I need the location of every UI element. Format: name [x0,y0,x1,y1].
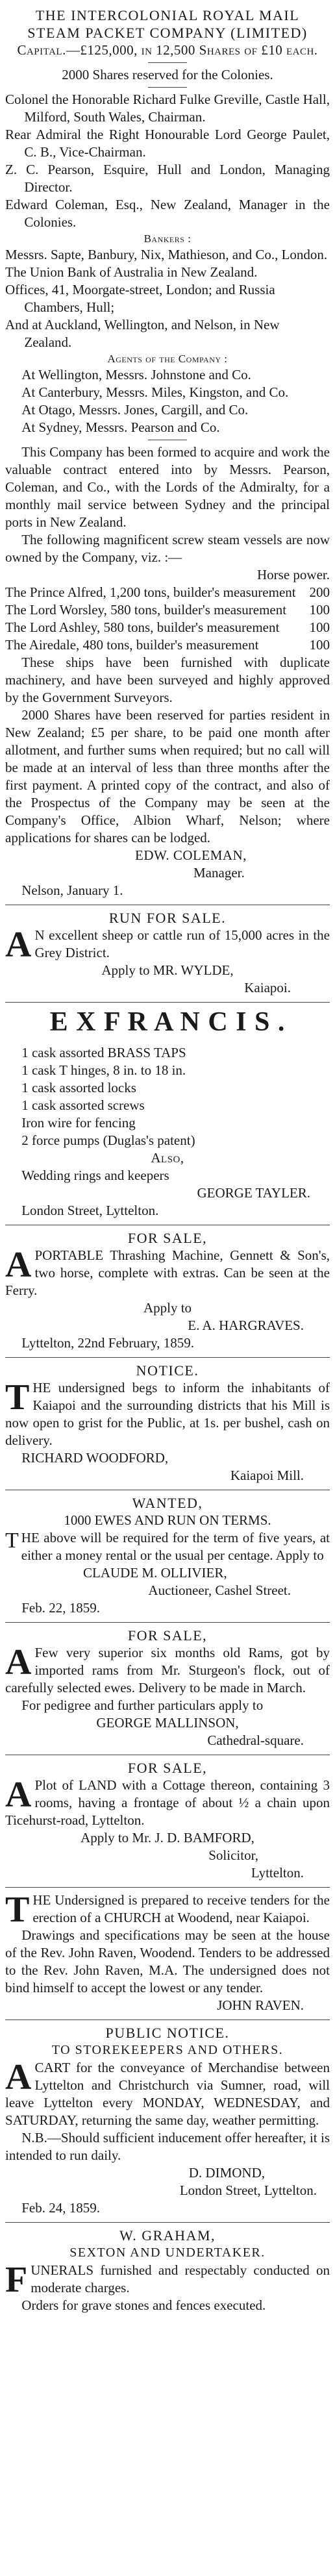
signer: GEORGE TAYLER. [197,1185,310,1201]
ad-body: Few very superior six months old Rams, got by imported rams from Mr. Sturgeon's flock, out of carefully selected ewes. Delivery to be made in March. [5,1645,330,1695]
apply-line: Apply to MR. WYLDE, [101,962,234,978]
ship-row [5,636,330,654]
agent-4: At Sydney, Messrs. Pearson and Co. [21,419,220,435]
ship-hp: 100 [309,619,330,635]
ship-name: The Lord Worsley, 580 tons, builder's measurement [5,602,287,618]
place: Kaiapoi Mill. [230,1468,304,1483]
signer: JOHN RAVEN. [217,1997,304,2013]
offices-1: Offices, 41, Moorgate-street, London; and Russia Chambers, Hull; [5,282,275,315]
apply-line: Apply to Mr. J. D. BAMFORD, [81,1830,254,1845]
horse-power-heading: Horse power. [257,567,330,582]
ad-body: UNERALS furnished and respectably conducted on moderate charges. [31,2262,330,2295]
ad-body-2: Drawings and specifications may be seen at the house of the Rev. John Raven, Woodend. Tenders to be addressed to the Rev. John Raven, M.A. The undersigned does not bind himself to accept the lowest or any tender. [5,1927,330,1995]
ship-hp: 200 [309,584,330,600]
ad-body: HE Undersigned is prepared to receive tenders for the erection of a CHURCH at Woodend, near Kaiapoi. [32,1892,330,1925]
reserved-line: 2000 Shares reserved for the Colonies. [62,67,273,82]
drop-cap: T [5,1529,19,1553]
signer: E. A. HARGRAVES. [188,1318,304,1333]
agent-1: At Wellington, Messrs. Johnstone and Co. [21,367,251,382]
ship-name: The Airedale, 480 tons, builder's measurement [5,637,259,653]
date: Lyttelton, 22nd February, 1859. [21,1335,194,1351]
ad-heading: W. GRAHAM, [119,2227,216,2244]
ad-run-for-sale [5,905,330,1003]
ad-heading: NOTICE. [136,1362,199,1379]
item: 1 cask assorted BRASS TAPS [21,1045,186,1060]
drop-cap: T [5,1890,30,1930]
body-4: 2000 Shares have been reserved for parties resident in New Zealand; £5 per share, to be paid one month after allotment, and further sums when required; but no call will be made at an interval of less than three months after the first payment. A printed copy of the contract, and also of the Prospectus of the Company may be seen at the Company's Office, Albion Wharf, Nelson; where applications for shares can be lodged. [5,707,330,845]
bankers-2: The Union Bank of Australia in New Zealand. [5,264,258,280]
agents-heading: Agents of the Company : [107,353,228,365]
ship-hp: 100 [309,637,330,653]
also-label: Also, [151,1150,184,1166]
ad-body: Plot of LAND with a Cottage thereon, containing 3 rooms, having a frontage of about ½ a chain upon Ticehurst-road, Lyttelton. [5,1777,330,1828]
ad-title: THE INTERCOLONIAL ROYAL MAIL [35,7,300,23]
place: Cathedral-square. [207,1732,304,1748]
ad-public-notice-cart [5,2020,330,2223]
date: Feb. 24, 1859. [21,2200,100,2216]
signer-title: Auctioneer, Cashel Street. [148,1582,291,1598]
bankers-heading: Bankers : [143,232,192,245]
signer-title: Manager. [193,865,245,881]
signer: RICHARD WOODFORD, [21,1450,169,1466]
ad-body: N excellent sheep or cattle run of 15,000 acres in the Grey District. [34,927,330,960]
ship-row [5,619,330,636]
signer: D. DIMOND, [188,2165,265,2181]
agent-3: At Otago, Messrs. Jones, Cargill, and Co. [21,402,249,418]
ad-steam-packet-company [5,3,330,905]
place: Lyttelton. [251,1865,304,1881]
director-4: Edward Coleman, Esq., New Zealand, Manager in the Colonies. [5,197,330,230]
ad-wanted-ewes [5,1490,330,1623]
newspaper-column [5,0,330,2320]
date: Feb. 22, 1859. [21,1600,100,1616]
signer: CLAUDE M. OLLIVIER, [83,1565,227,1581]
ad-body: PORTABLE Thrashing Machine, Gennett & Son's, two horse, complete with extras. Can be seen at the Ferry. [5,1247,330,1298]
ship-name: The Prince Alfred, 1,200 tons, builder's measurement [5,584,296,600]
drop-cap: F [5,2260,28,2300]
capital-line: Capital.—£125,000, in 12,500 Shares of £10 each. [17,42,318,58]
ship-hp: 100 [309,602,330,618]
dateline: Nelson, January 1. [21,882,123,898]
ad-body: CART for the conveyance of Merchandise between Lyttelton and Christchurch via Sumner, road, will leave Lyttelton every MONDAY, WEDNESDAY, and SATURDAY, returning the same day, weather permitting. [5,2060,330,2128]
ad-subheading: TO STOREKEEPERS AND OTHERS. [51,2043,284,2057]
ad-land-for-sale [5,1755,330,1888]
item: Iron wire for fencing [21,1115,136,1131]
drop-cap: A [5,925,32,965]
ad-rams-for-sale [5,1623,330,1755]
item: 1 cask assorted locks [21,1080,136,1095]
ad-heading: RUN FOR SALE. [108,910,227,926]
drop-cap: A [5,1775,32,1815]
director-2: Rear Admiral the Right Honourable Lord George Paulet, C. B., Vice-Chairman. [5,127,330,160]
signer: GEORGE MALLINSON, [96,1715,239,1731]
director-1: Colonel the Honorable Richard Fulke Greville, Castle Hall, Milford, South Wales, Chairman. [5,92,330,125]
director-3: Z. C. Pearson, Esquire, Hull and London, Managing Director. [5,162,330,195]
ad-heading: WANTED, [132,1495,203,1511]
divider [148,62,187,63]
ad-nb: N.B.—Should sufficient inducement offer hereafter, it is intended to run daily. [5,2130,330,2163]
ad-heading: E X F R A N C I S . [49,1007,286,1037]
item: 1 cask T hinges, 8 in. to 18 in. [21,1062,186,1078]
ad-body-2: Orders for grave stones and fences executed. [21,2297,266,2313]
ship-row [5,601,330,619]
bankers-1: Messrs. Sapte, Banbury, Nix, Mathieson, and Co., London. [5,247,328,262]
ship-name: The Lord Ashley, 580 tons, builder's measurement [5,619,280,635]
ad-ex-francis [5,1003,330,1225]
divider [148,87,187,88]
ad-graham-undertaker [5,2223,330,2320]
signer: EDW. COLEMAN, [135,847,247,863]
ad-heading: PUBLIC NOTICE. [105,2025,230,2041]
item: 1 cask assorted screws [21,1097,145,1113]
ad-subheading: SEXTON AND UNDERTAKER. [69,2245,266,2260]
ad-body: HE undersigned begs to inform the inhabitants of Kaiapoi and the surrounding districts that his Mill is now open to grist for the Public, at 1s. per bushel, cash on delivery. [5,1380,330,1448]
place: Kaiapoi. [244,980,291,995]
ad-notice-mill [5,1358,330,1490]
ad-title-2: STEAM PACKET COMPANY (LIMITED) [27,25,308,41]
ad-thrashing-machine [5,1225,330,1358]
ad-heading: FOR SALE, [127,1627,208,1644]
drop-cap: A [5,1642,32,1682]
ad-heading: FOR SALE, [127,1760,208,1776]
signer-title: Solicitor, [208,1847,258,1863]
drop-cap: A [5,1245,32,1285]
item: 2 force pumps (Duglas's patent) [21,1132,195,1148]
address: London Street, Lyttelton. [179,2182,317,2198]
drop-cap: T [5,1377,30,1418]
drop-cap: A [5,2057,32,2097]
address: London Street, Lyttelton. [21,1203,159,1218]
item: Wedding rings and keepers [21,1168,169,1183]
body-2: The following magnificent screw steam vessels are now owned by the Company, viz. :— [5,532,330,565]
ad-subheading: 1000 EWES AND RUN ON TERMS. [64,1512,271,1528]
agent-2: At Canterbury, Messrs. Miles, Kingston, and Co. [21,384,289,400]
ad-body-2: For pedigree and further particulars apply to [21,1697,264,1713]
ad-body: HE above will be required for the term of five years, at either a money rental or the usual per centage. Apply to [21,1530,330,1563]
offices-2: And at Auckland, Wellington, and Nelson, in New Zealand. [5,317,280,350]
apply-line: Apply to [143,1300,192,1316]
body-1: This Company has been formed to acquire and work the valuable contract entered into by Messrs. Pearson, Coleman, and Co., with the Lords of the Admiralty, for a monthly mail service between Sydney and the principal ports in New Zealand. [5,444,330,530]
ship-row [5,584,330,601]
ad-church-tenders [5,1888,330,2020]
ad-heading: FOR SALE, [127,1230,208,1246]
body-3: These ships have been furnished with duplicate machinery, and have been surveyed and highly approved by the Government Surveyors. [5,655,330,705]
